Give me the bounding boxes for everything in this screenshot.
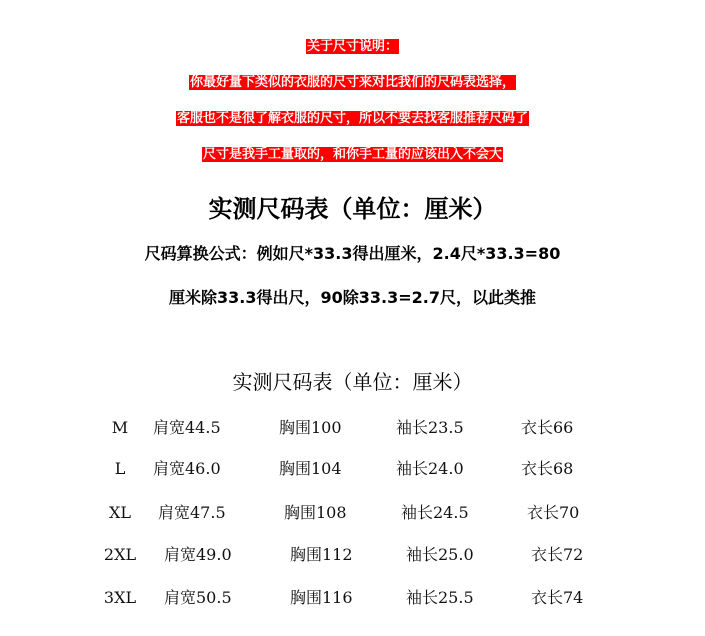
size-label: L <box>114 459 126 478</box>
conversion-formula-line-2: 厘米除33.3得出尺，90除33.3=2.7尺，以此类推 <box>169 288 536 307</box>
size-label: 2XL <box>103 545 137 564</box>
size-label: 3XL <box>103 588 137 607</box>
shoulder-width: 肩宽44.5 <box>153 418 221 437</box>
conversion-formula-line-1: 尺码算换公式：例如尺*33.3得出厘米，2.4尺*33.3=80 <box>144 244 561 263</box>
shoulder-width: 肩宽47.5 <box>158 503 226 522</box>
garment-length: 衣长70 <box>527 503 580 522</box>
chest-size: 胸围112 <box>290 545 353 564</box>
notice-line-1 <box>0 38 705 56</box>
chest-size: 胸围104 <box>279 459 342 478</box>
table-row <box>0 586 705 610</box>
notice-line-4 <box>0 146 705 164</box>
shoulder-width: 肩宽46.0 <box>153 459 221 478</box>
table-row <box>0 416 705 440</box>
garment-length: 衣长72 <box>531 545 584 564</box>
size-table-title: 实测尺码表（单位：厘米） <box>232 370 473 394</box>
garment-length: 衣长74 <box>531 588 584 607</box>
sleeve-length: 袖长25.5 <box>406 588 474 607</box>
sleeve-length: 袖长25.0 <box>406 545 474 564</box>
chest-size: 胸围108 <box>284 503 347 522</box>
notice-line-3-text: 客服也不是很了解衣服的尺寸，所以不要去找客服推荐尺码了 <box>176 111 528 126</box>
notice-line-4-text: 尺寸是我手工量取的，和你手工量的应该出入不会大 <box>202 147 502 162</box>
sleeve-length: 袖长23.5 <box>396 418 464 437</box>
size-label: M <box>111 418 129 437</box>
table-row <box>0 543 705 567</box>
sleeve-length: 袖长24.5 <box>401 503 469 522</box>
notice-line-1-text: 关于尺寸说明： <box>306 39 398 54</box>
shoulder-width: 肩宽49.0 <box>164 545 232 564</box>
size-label: XL <box>108 503 131 522</box>
chest-size: 胸围116 <box>290 588 353 607</box>
notice-line-2 <box>0 74 705 92</box>
notice-line-3 <box>0 110 705 128</box>
garment-length: 衣长66 <box>521 418 574 437</box>
chest-size: 胸围100 <box>279 418 342 437</box>
sleeve-length: 袖长24.0 <box>396 459 464 478</box>
table-row <box>0 501 705 525</box>
notice-line-2-text: 你最好量下类似的衣服的尺寸来对比我们的尺码表选择， <box>189 75 515 90</box>
garment-length: 衣长68 <box>521 459 574 478</box>
shoulder-width: 肩宽50.5 <box>164 588 232 607</box>
size-chart-heading: 实测尺码表（单位：厘米） <box>208 195 497 223</box>
table-row <box>0 457 705 481</box>
